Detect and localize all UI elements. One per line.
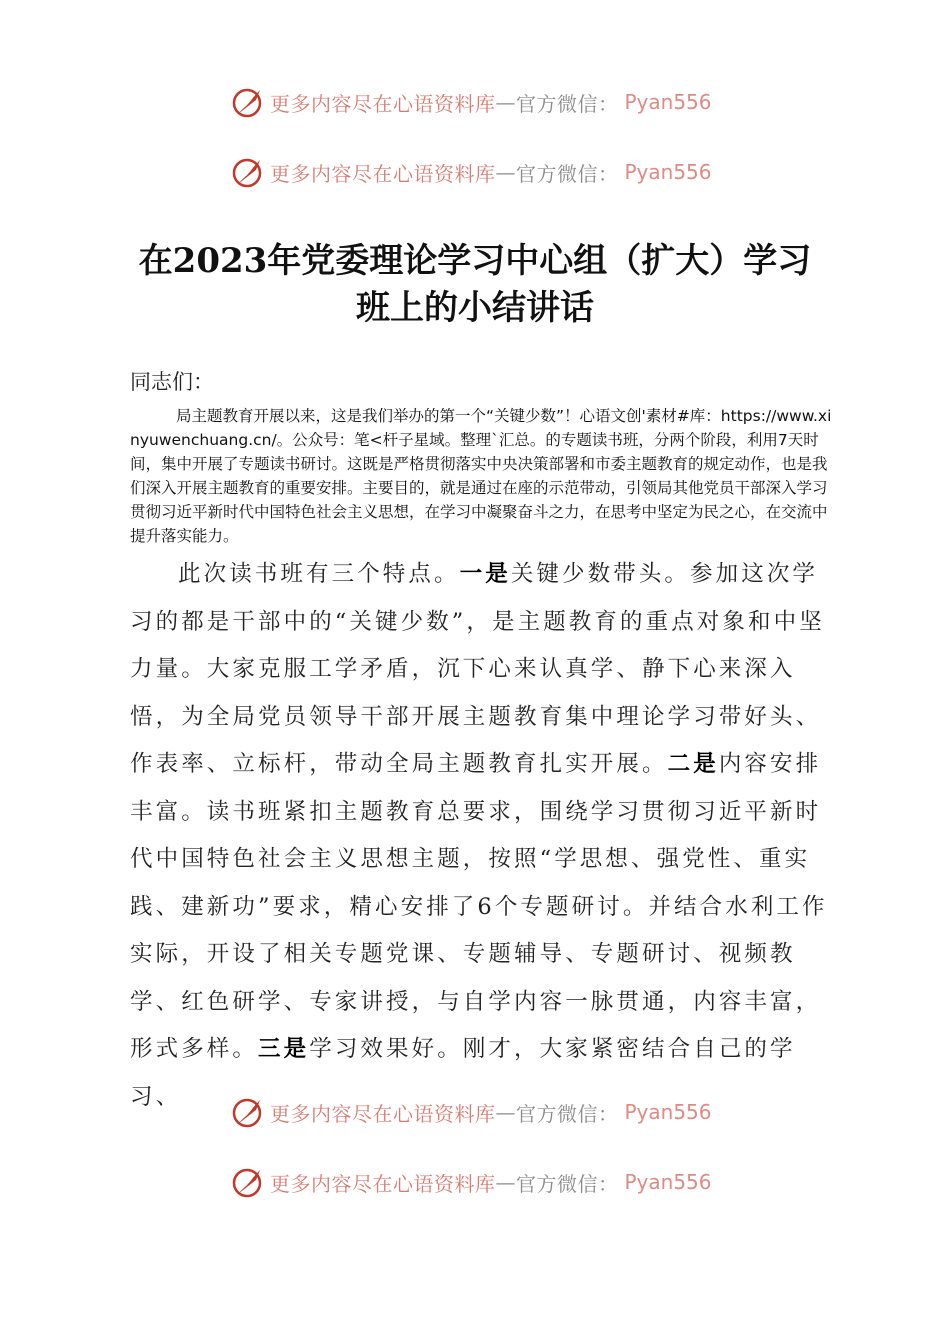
watermark-suffix: 官方微信： — [516, 1171, 619, 1196]
title-line-1: 在2023年党委理论学习中心组（扩大）学习 — [138, 241, 812, 281]
watermark-dash: — — [495, 1100, 516, 1124]
watermark-wechat: Pyan556 — [624, 1170, 712, 1194]
document-title — [100, 238, 850, 332]
watermark-text: 更多内容尽在心语资料库 — [270, 1101, 496, 1126]
quill-logo-icon — [230, 1094, 266, 1130]
keyword-second: 二是 — [667, 751, 719, 777]
watermark-wechat: Pyan556 — [624, 90, 712, 114]
keyword-first: 一是 — [459, 561, 511, 587]
watermark-suffix: 官方微信： — [516, 1101, 619, 1126]
body-paragraph — [130, 551, 835, 1121]
watermark-banner — [230, 1162, 750, 1202]
greeting: 同志们： — [130, 370, 214, 394]
watermark-suffix: 官方微信： — [516, 91, 619, 116]
watermark-dash: — — [495, 90, 516, 114]
watermark-suffix: 官方微信： — [516, 161, 619, 186]
watermark-dash: — — [495, 160, 516, 184]
watermark-banner — [230, 82, 750, 122]
title-line-2: 班上的小结讲话 — [356, 288, 594, 328]
body-text: 内容安排丰富。读书班紧扣主题教育总要求，围绕学习贯彻习近平新时代中国特色社会主义思想主题，按照“学思想、强党性、重实践、建新功”要求，精心安排了6个专题研讨。并结合水利工作实际，开设了相关专题党课、专题辅导、专题研讨、视频教学、红色研学、专家讲授，与自学内容一脉贯通，内容丰富，形式多样。 — [130, 751, 828, 1062]
body-text: 关键少数带头。参加这次学习的都是干部中的“关键少数”，是主题教育的重点对象和中坚力量。大家克服工学矛盾，沉下心来认真学、静下心来深入悟，为全局党员领导干部开展主题教育集中理论学习带好头、作表率、立标杆，带动全局主题教育扎实开展。 — [130, 561, 825, 777]
intro-paragraph: 局主题教育开展以来，这是我们举办的第一个“关键少数”！心语文创'素材#库：https://www.xinyuwenchuang.cn/。公众号：笔<杆子星域。整理`汇总。的专题读书班，分两个阶段，利用7天时间，集中开展了专题读书研讨。这既是严格贯彻落实中央决策部署和市委主题教育的规定动作，也是我们深入开展主题教育的重要安排。主要目的，就是通过在座的示范带动，引领局其他党员干部深入学习贯彻习近平新时代中国特色社会主义思想，在学习中凝聚奋斗之力，在思考中坚定为民之心，在交流中提升落实能力。 — [130, 407, 832, 545]
keyword-third: 三是 — [258, 1036, 310, 1062]
watermark-text: 更多内容尽在心语资料库 — [270, 161, 496, 186]
quill-logo-icon — [230, 84, 266, 120]
watermark-banner — [230, 1092, 750, 1132]
quill-logo-icon — [230, 154, 266, 190]
watermark-wechat: Pyan556 — [624, 160, 712, 184]
watermark-dash: — — [495, 1170, 516, 1194]
quill-logo-icon — [230, 1164, 266, 1200]
watermark-text: 更多内容尽在心语资料库 — [270, 1171, 496, 1196]
body-text: 学习效果好。刚才，大家紧密结合自己的学习、 — [130, 1036, 796, 1110]
watermark-text: 更多内容尽在心语资料库 — [270, 91, 496, 116]
body-text: 此次读书班有三个特点。 — [178, 561, 460, 587]
watermark-banner — [230, 152, 750, 192]
watermark-wechat: Pyan556 — [624, 1100, 712, 1124]
